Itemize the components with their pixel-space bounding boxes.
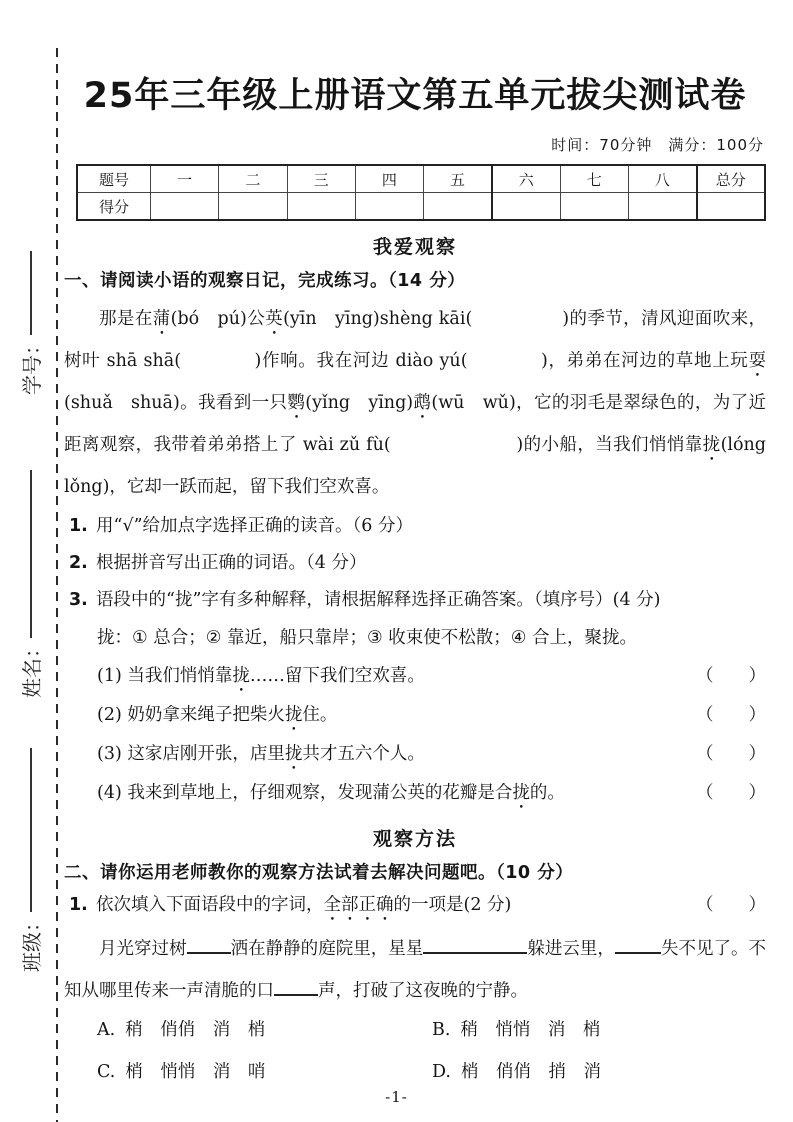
dotted-char: 拢	[284, 744, 303, 764]
option-label: A.	[97, 1020, 116, 1040]
cloze-passage	[64, 928, 766, 1012]
score-table-cell: 二	[219, 165, 287, 193]
dotted-char: 鹦	[287, 393, 306, 413]
student-id-label: 学号：	[19, 335, 44, 395]
score-blank-cell	[355, 193, 423, 221]
sub-question-1	[64, 887, 766, 925]
score-blank-cell	[560, 193, 628, 221]
time-score-info: 时间：70分钟 满分：100分	[551, 136, 764, 154]
sub-question-number: 3.	[69, 590, 88, 610]
item-pre: 奶奶拿来绳子把柴火	[127, 705, 285, 725]
dotted-char: 鹉	[413, 393, 432, 413]
answer-bracket: （ ）	[696, 783, 766, 803]
definition-list: 拢：① 总合；② 靠近，船只靠岸；③ 收束使不松散；④ 合上，聚拢。	[97, 628, 638, 648]
item-pre: 这家店刚开张，店里	[127, 744, 285, 764]
margin-dashed-rule	[56, 48, 58, 1122]
sub-question-text: 根据拼音写出正确的词语。（4 分）	[96, 553, 367, 573]
dotted-char: 拢	[512, 783, 530, 803]
class-blank-line	[28, 748, 32, 912]
passage-text: (lóng lǒng)，它却一跃而起，留下我们空欢喜。	[64, 435, 784, 497]
class-field	[10, 740, 50, 972]
option-text: 稍 悄悄 消 梢	[460, 1020, 601, 1040]
passage-text: 那是在	[99, 309, 153, 329]
student-id-blank-line	[28, 251, 32, 335]
option-c	[97, 1058, 432, 1087]
score-blank-cell	[151, 193, 219, 221]
score-table-score-row	[77, 193, 765, 221]
sub-question-1	[64, 508, 766, 545]
answer-bracket: （ ）	[696, 895, 766, 915]
score-table-cell: 题号	[77, 165, 151, 193]
score-table-cell: 三	[287, 165, 355, 193]
item-post: 的。	[529, 783, 565, 803]
page-number: -1-	[385, 1088, 408, 1106]
fill-blank	[423, 950, 527, 954]
item-pre: 我来到草地上，仔细观察，发现蒲公英的花瓣是合	[127, 783, 513, 803]
score-table-cell: 得分	[77, 193, 151, 221]
passage-text: 躲进云里，	[527, 939, 615, 959]
score-blank-cell	[697, 193, 765, 221]
student-name-field	[10, 463, 50, 698]
item-number: (1)	[97, 666, 122, 686]
option-text: 稍 俏俏 消 梢	[125, 1020, 266, 1040]
sub-question-2	[64, 545, 766, 582]
score-table-cell: 总分	[697, 165, 765, 193]
list-item	[97, 735, 766, 774]
sub-question-text: 语段中的“拢”字有多种解释，请根据解释选择正确答案。（填序号）(4 分)	[96, 590, 661, 610]
option-text: 梢 悄悄 消 哨	[125, 1062, 266, 1082]
list-item	[97, 696, 766, 735]
item-post: 共才五六个人。	[302, 744, 425, 764]
option-a	[97, 1016, 432, 1045]
passage-text: 声，打破了这夜晚的宁静。	[318, 981, 528, 1001]
item-text	[97, 696, 337, 735]
score-table-cell: 五	[424, 165, 492, 193]
option-b	[432, 1016, 766, 1045]
score-table-cell: 一	[151, 165, 219, 193]
score-blank-cell	[219, 193, 287, 221]
class-label: 班级：	[19, 912, 44, 972]
question-post: 的一项是(2 分)	[393, 895, 512, 915]
passage-text: (shuǎ shuā)。我看到一只	[64, 393, 288, 413]
item-post: ……留下我们空欢喜。	[249, 666, 425, 686]
option-label: B.	[432, 1020, 451, 1040]
item-number: (3)	[97, 744, 122, 764]
score-blank-cell	[287, 193, 355, 221]
section1-banner: 我爱观察	[372, 236, 457, 258]
item-number: (4)	[97, 783, 122, 803]
sub-question-3	[64, 582, 766, 619]
item-text	[97, 735, 425, 774]
reading-passage	[64, 298, 784, 508]
question2-heading: 二、请你运用老师教你的观察方法试着去解决问题吧。（10 分）	[64, 863, 574, 883]
list-item	[97, 657, 766, 696]
passage-text: 洒在静静的庭院里，星星	[230, 939, 424, 959]
list-item	[97, 774, 766, 813]
dotted-phrase: 全部正确	[323, 895, 394, 915]
item-pre: 当我们悄悄靠	[127, 666, 233, 686]
paper-content	[64, 0, 784, 1087]
choice-options	[97, 1016, 766, 1087]
fill-blank	[274, 992, 318, 996]
passage-text: (bó pú)公	[170, 309, 266, 329]
sub-question-number: 1.	[69, 516, 88, 536]
fill-blank	[615, 950, 661, 954]
score-table	[76, 164, 766, 221]
answer-bracket: （ ）	[696, 705, 766, 725]
passage-text: 失不见了。不知从哪里传来一声清脆的口	[64, 939, 767, 1001]
student-id-field	[10, 243, 50, 395]
question-pre: 依次填入下面语段中的字词，	[96, 895, 324, 915]
sub-question-number: 2.	[69, 553, 88, 573]
dotted-char: 拢	[702, 435, 721, 455]
score-blank-cell	[424, 193, 492, 221]
student-name-blank-line	[28, 470, 32, 638]
score-table-cell: 四	[355, 165, 423, 193]
item-post: 住。	[302, 705, 338, 725]
option-label: C.	[97, 1062, 116, 1082]
sub-question-text	[96, 887, 688, 925]
dotted-char: 英	[265, 309, 284, 329]
score-table-header-row	[77, 165, 765, 193]
sub-question-number: 1.	[69, 895, 88, 915]
item-text	[97, 774, 565, 813]
fill-blank	[187, 950, 231, 954]
section2-banner: 观察方法	[372, 828, 457, 850]
passage-text: 月光穿过树	[99, 939, 187, 959]
passage-text: (wū wǔ)，它的羽毛是翠绿色的，为了近距离观察，我带着弟弟搭上了 wài zǔ fù( )的小船，当我们悄悄靠	[64, 393, 766, 455]
item-number: (2)	[97, 705, 122, 725]
score-blank-cell	[628, 193, 696, 221]
question1-heading: 一、请阅读小语的观察日记，完成练习。（14 分）	[64, 271, 466, 291]
paper-title: 25年三年级上册语文第五单元拔尖测试卷	[83, 76, 747, 116]
sub-question-text: 用“√”给加点字选择正确的读音。（6 分）	[96, 516, 413, 536]
option-text: 梢 俏俏 捎 消	[460, 1062, 601, 1082]
score-blank-cell	[492, 193, 560, 221]
student-name-label: 姓名：	[19, 638, 44, 698]
dotted-char: 蒲	[152, 309, 171, 329]
option-d	[432, 1058, 766, 1087]
item-text	[97, 657, 425, 696]
dotted-char: 拢	[284, 705, 303, 725]
dotted-char: 拢	[232, 666, 250, 686]
dotted-char: 耍	[748, 351, 766, 371]
score-table-cell: 六	[492, 165, 560, 193]
option-label: D.	[432, 1062, 451, 1082]
passage-text: (yǐng yīng)	[305, 393, 414, 413]
answer-bracket: （ ）	[696, 744, 766, 764]
score-table-cell: 八	[628, 165, 696, 193]
score-table-cell: 七	[560, 165, 628, 193]
answer-bracket: （ ）	[696, 666, 766, 686]
passage-text: (yīn yīng)shèng kāi( )的季节，清风迎面吹来，树叶 shā shā( )作响。我在河边 diào yú( )，弟弟在河边的草地上玩	[64, 309, 767, 371]
